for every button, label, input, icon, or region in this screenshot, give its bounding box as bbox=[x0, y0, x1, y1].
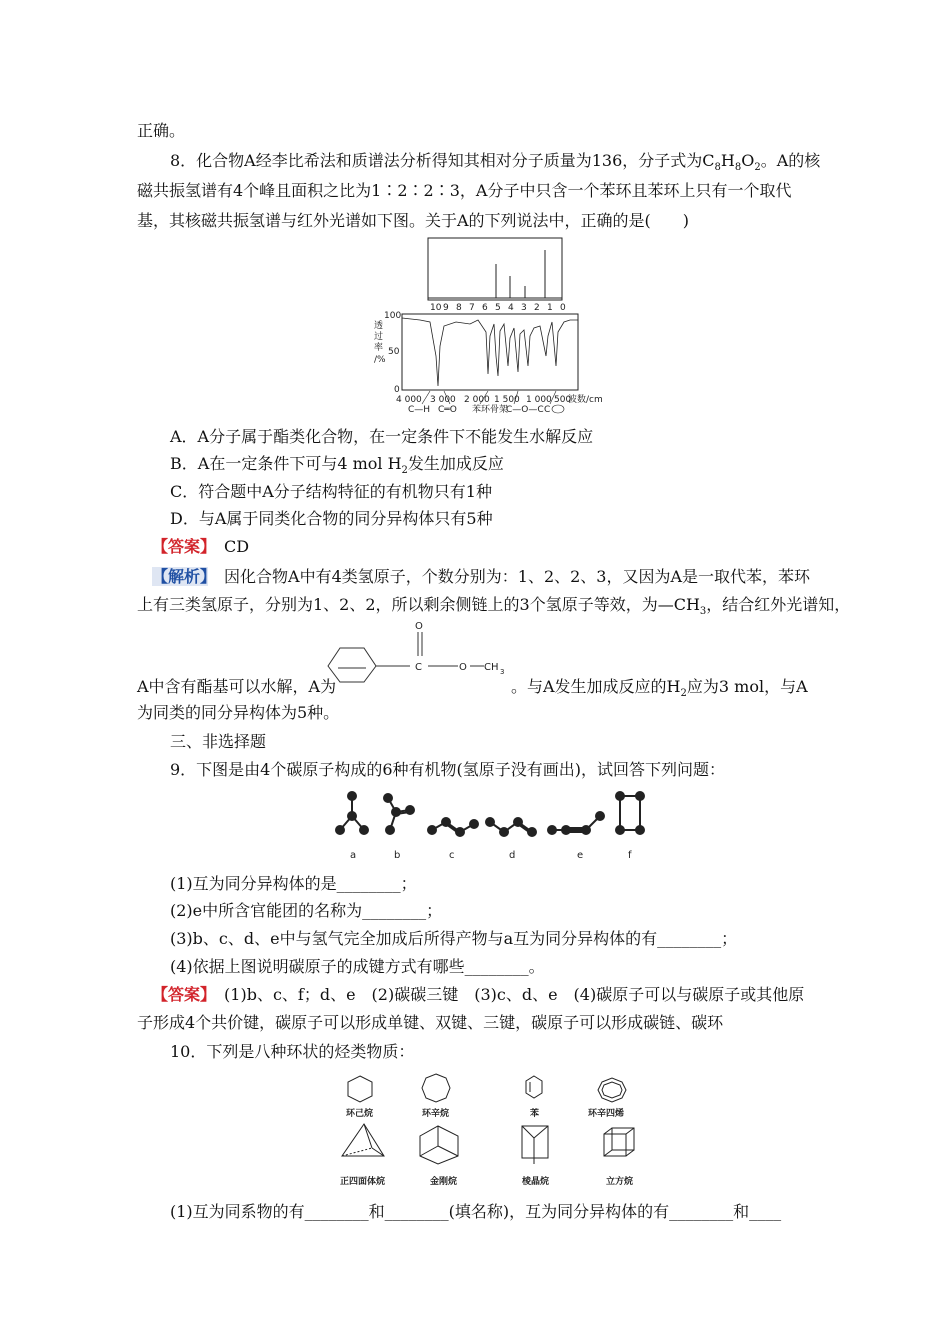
nmr-axis-label: 5 bbox=[495, 303, 501, 313]
analysis-line-2: 上有三类氢原子，分别为1、2、2，所以剩余侧链上的3个氢原子等效，为$—CH_3$，结合红外光谱知， bbox=[137, 595, 851, 618]
ir-label: C—H bbox=[408, 405, 431, 415]
nmr-axis-label: 9 bbox=[443, 303, 449, 313]
analysis-line-3b: 。与A发生加成反应的$H_2$应为3 mol，与A bbox=[511, 677, 808, 700]
answer-9-line-1: 【答案】 (1)b、c、f；d、e (2)碳碳三键 (3)c、d、e (4)碳原子可以与碳原子或其他原 bbox=[152, 985, 805, 1004]
option-b: B．A在一定条件下可与4 mol $H_2$发生加成反应 bbox=[170, 454, 504, 477]
nmr-axis-label: 2 bbox=[534, 303, 540, 313]
ir-frame bbox=[402, 314, 578, 390]
label-cyclooctatetraene: 环辛四烯 bbox=[588, 1109, 625, 1119]
methyl: CH bbox=[484, 662, 499, 673]
carbon: C bbox=[415, 662, 422, 673]
nmr-frame bbox=[428, 238, 562, 300]
label-f: f bbox=[628, 850, 632, 861]
ir-ylabel-2: 过 bbox=[374, 332, 384, 342]
label-b: b bbox=[394, 850, 401, 861]
ring-hydrocarbons-figure bbox=[334, 1072, 654, 1194]
question-9-part-3: (3)b、c、d、e中与氢气完全加成后所得产物与a互为同分异构体的有________； bbox=[170, 929, 738, 948]
ir-label: 苯环骨架 bbox=[472, 405, 509, 415]
nmr-axis-labels bbox=[430, 303, 566, 313]
answer-8: 【答案】 CD bbox=[152, 537, 250, 556]
carbon-skeleton-figure bbox=[330, 788, 660, 864]
nmr-axis-label: 10 bbox=[430, 303, 442, 313]
question-10: 10．下列是八种环状的烃类物质： bbox=[170, 1042, 415, 1061]
label-cubane: 立方烷 bbox=[606, 1177, 634, 1187]
label-cyclohexane: 环己烷 bbox=[346, 1109, 374, 1119]
ir-xunit: 波数/cm bbox=[568, 395, 603, 405]
nmr-axis-label: 0 bbox=[560, 303, 566, 313]
ir-ytick: 0 bbox=[394, 385, 400, 395]
option-c: C．符合题中A分子结构特征的有机物只有1种 bbox=[170, 482, 492, 501]
spectra-figure bbox=[360, 236, 603, 416]
label-prismane: 棱晶烷 bbox=[522, 1177, 550, 1187]
ir-xtick: 2 000 bbox=[464, 395, 490, 405]
ir-xtick: 1 500 bbox=[494, 395, 520, 405]
option-a: A．A分子属于酯类化合物，在一定条件下不能发生水解反应 bbox=[170, 427, 594, 446]
nmr-axis-label: 6 bbox=[482, 303, 488, 313]
analysis-line-1: 【解析】 因化合物A中有4类氢原子，个数分别为：1、2、2、3，又因为A是一取代苯，苯环 bbox=[152, 567, 811, 586]
nmr-axis-label: 1 bbox=[547, 303, 553, 313]
label-tetrahedrane: 正四面体烷 bbox=[340, 1177, 386, 1187]
ir-trace bbox=[402, 318, 578, 386]
question-9-part-2: (2)e中所含官能团的名称为________； bbox=[170, 901, 443, 920]
label-a: a bbox=[350, 850, 357, 861]
ir-ylabel-4: /% bbox=[374, 355, 386, 365]
ir-xtick: 500 bbox=[554, 395, 572, 405]
ir-ylabel-1: 透 bbox=[374, 321, 384, 331]
nmr-axis-label: 4 bbox=[508, 303, 514, 313]
label-c: c bbox=[449, 850, 455, 861]
ir-ytick: 100 bbox=[384, 311, 402, 321]
rings-svg bbox=[334, 1072, 654, 1194]
option-d: D．与A属于同类化合物的同分异构体只有5种 bbox=[170, 509, 493, 528]
question-8-line-2: 磁共振氢谱有4个峰且面积之比为1∶2∶2∶3，A分子中只含一个苯环且苯环上只有一个取代 bbox=[137, 181, 792, 200]
ir-ytick: 50 bbox=[388, 347, 400, 357]
carbonyl-oxygen: O bbox=[415, 621, 423, 632]
label-cyclooctane: 环辛烷 bbox=[422, 1109, 450, 1119]
structure-svg bbox=[318, 618, 508, 684]
question-9-part-4: (4)依据上图说明碳原子的成键方式有哪些________。 bbox=[170, 957, 545, 976]
label-e: e bbox=[577, 850, 584, 861]
text-line: 正确。 bbox=[137, 121, 186, 140]
label-adamantane: 金刚烷 bbox=[430, 1177, 458, 1187]
ir-ylabel-3: 率 bbox=[374, 343, 384, 353]
nmr-axis-label: 7 bbox=[469, 303, 475, 313]
answer-9-line-2: 子形成4个共价键，碳原子可以形成单键、双键、三键，碳原子可以形成碳链、碳环 bbox=[137, 1013, 724, 1032]
question-8-line-3: 基，其核磁共振氢谱与红外光谱如下图。关于A的下列说法中，正确的是( ) bbox=[137, 211, 690, 230]
benzene-icon bbox=[552, 405, 564, 413]
question-9-part-1: (1)互为同分异构体的是________； bbox=[170, 874, 417, 893]
question-8-line-1: 8．化合物A经李比希法和质谱法分析得知其相对分子质量为136，分子式为$C_8H_8O_2$。A的核 bbox=[170, 151, 821, 174]
ester-oxygen: O bbox=[459, 662, 467, 673]
section-heading: 三、非选择题 bbox=[170, 732, 267, 751]
spectra-svg bbox=[360, 236, 603, 416]
ir-label: C═O bbox=[438, 405, 457, 415]
analysis-line-3a: A中含有酯基可以水解，A为 bbox=[137, 677, 337, 696]
question-10-part-1: (1)互为同系物的有________和________(填名称)，互为同分异构体的有________和____ bbox=[170, 1202, 782, 1221]
ir-xtick: 1 000 bbox=[526, 395, 552, 405]
ir-xtick: 3 000 bbox=[430, 395, 456, 405]
methyl-benzoate-structure bbox=[318, 618, 508, 684]
ir-label: C—O—C bbox=[506, 405, 544, 415]
label-benzene: 苯 bbox=[530, 1109, 540, 1119]
analysis-line-4: 为同类的同分异构体为5种。 bbox=[137, 703, 340, 722]
nmr-axis-label: 8 bbox=[456, 303, 462, 313]
skeleton-svg bbox=[330, 788, 660, 864]
nmr-axis-label: 3 bbox=[521, 303, 527, 313]
label-d: d bbox=[509, 850, 516, 861]
ir-label: C bbox=[544, 405, 551, 415]
question-9: 9．下图是由4个碳原子构成的6种有机物(氢原子没有画出)，试回答下列问题： bbox=[170, 760, 726, 779]
methyl-sub: 3 bbox=[500, 668, 505, 676]
ir-xtick: 4 000 bbox=[396, 395, 422, 405]
